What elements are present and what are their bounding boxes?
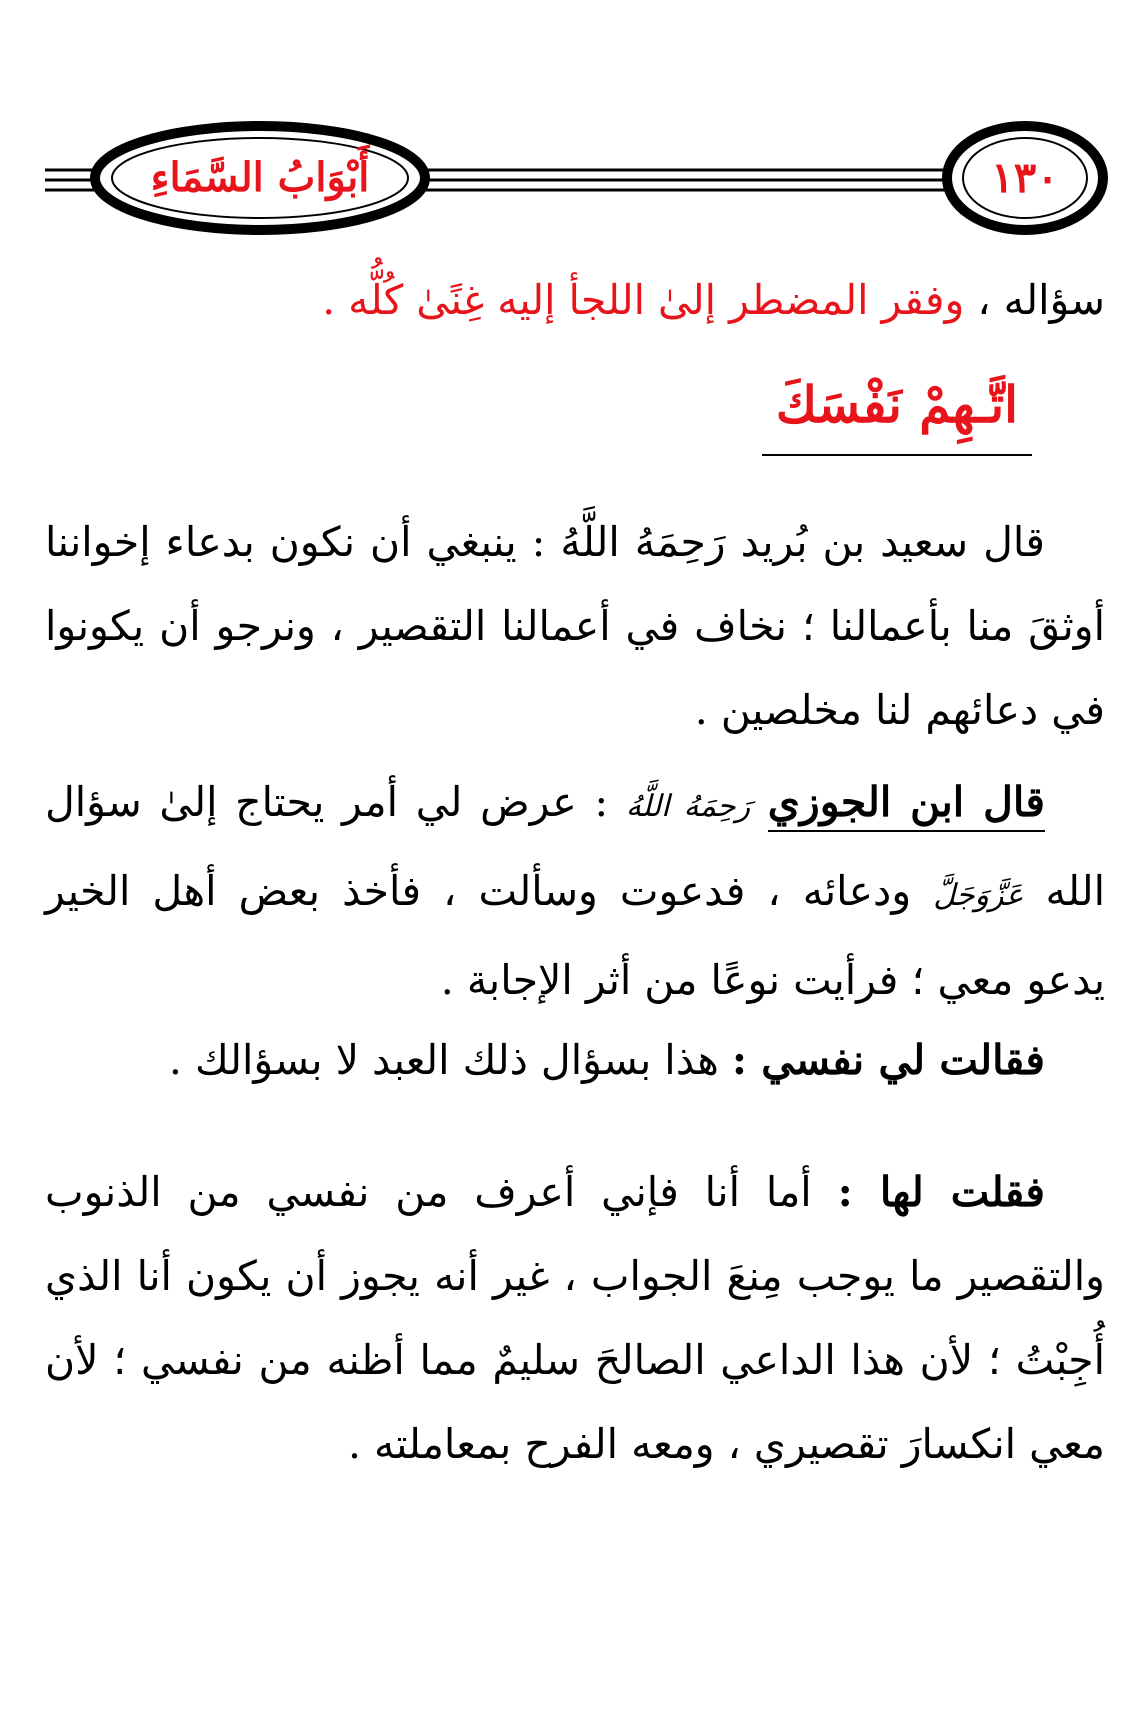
paragraph-2 bbox=[45, 760, 1105, 1022]
paragraph-2-text-a: : عرض لي أمر يحتاج إلىٰ سؤال الله bbox=[45, 778, 1105, 915]
paragraph-3-text: هذا بسؤال ذلك العبد لا بسؤالك . bbox=[168, 1036, 719, 1084]
paragraph-2-honorific: رَحِمَهُ اللَّهُ bbox=[625, 789, 751, 824]
paragraph-4-speaker: فقلت لها : bbox=[837, 1168, 1045, 1216]
intro-line bbox=[45, 258, 1105, 342]
paragraph-1 bbox=[45, 500, 1105, 752]
intro-red-text: وفقر المضطر إلىٰ اللجأ إليه غِنًىٰ كُلُّه . bbox=[322, 276, 965, 324]
section-heading: اتَّـهِمْ نَفْسَكَ bbox=[762, 370, 1032, 456]
paragraph-1-text: قال سعيد بن بُريد رَحِمَهُ اللَّهُ : ينبغي أن نكون بدعاء إخواننا أوثقَ منا بأعمالنا ؛ نخاف في أعمالنا التقصير ، ونرجو أن يكونوا في دعائهم لنا مخلصين . bbox=[45, 518, 1105, 734]
paragraph-2-honorific-2: عَزَّوَجَلَّ bbox=[933, 878, 1024, 913]
paragraph-4 bbox=[45, 1150, 1105, 1486]
paragraph-3-speaker: فقالت لي نفسي : bbox=[731, 1036, 1045, 1084]
paragraph-2-speaker: قال ابن الجوزي bbox=[768, 778, 1045, 832]
page-number: ١٣٠ bbox=[991, 153, 1059, 202]
paragraph-4-text: أما أنا فإني أعرف من نفسي من الذنوب والتقصير ما يوجب مِنعَ الجواب ، غير أنه يجوز أن يكون أنا الذي أُجِبْتُ ؛ لأن هذا الداعي الصالحَ سليمٌ مما أظنه من نفسي ؛ لأن معي انكسارَ تقصيري ، ومعه الفرح بمعاملته . bbox=[45, 1168, 1105, 1468]
intro-prefix: سؤاله ، bbox=[977, 276, 1105, 324]
page-header bbox=[0, 120, 1132, 240]
book-title: أَبْوَابُ السَّمَاءِ bbox=[150, 154, 370, 201]
paragraph-3 bbox=[45, 1018, 1105, 1102]
paragraph-2-text-b: ودعائه ، فدعوت وسألت ، فأخذ بعض أهل الخير يدعو معي ؛ فرأيت نوعًا من أثر الإجابة . bbox=[45, 867, 1105, 1004]
